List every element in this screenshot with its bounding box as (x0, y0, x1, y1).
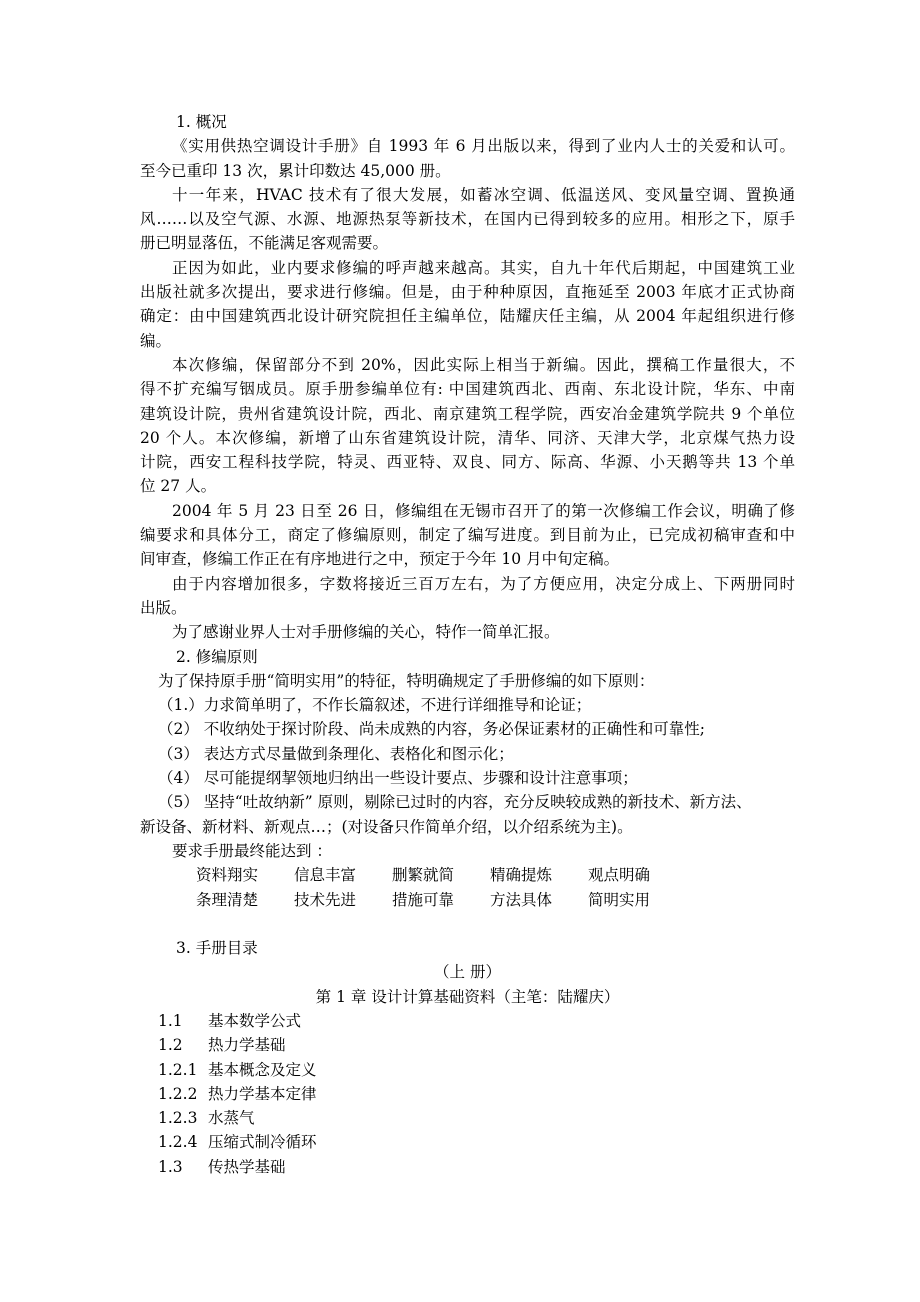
text-line: 册已明显落伍，不能满足客观需要。 (140, 234, 389, 253)
toc-item[interactable] (140, 1033, 795, 1057)
toc-item[interactable] (140, 1106, 795, 1130)
principles-intro: 为了保持原手册“简明实用”的特征，特明确规定了手册修编的如下原则： (158, 671, 655, 690)
text-line: 位 27 人。 (140, 477, 217, 496)
list-item-continuation: 新设备、新材料、新观点…；(对设备只作简单介绍，以介绍系统为主)。 (140, 817, 633, 836)
goal-item: 措施可靠 (392, 890, 455, 909)
text-line: 风……以及空气源、水源、地源热泵等新技术，在国内已得到较多的应用。相形之下，原手 (140, 210, 795, 229)
text-line: 确定：由中国建筑西北设计研究院担任主编单位，陆耀庆任主编，从 2004 年起组织进行修 (140, 307, 795, 326)
toc-number: 1.2.2 (158, 1084, 198, 1103)
toc-number: 1.2.1 (158, 1060, 198, 1079)
section-heading-principles: 2. 修编原则 (176, 647, 258, 666)
list-item: （4） 尽可能提纲挈领地归纳出一些设计要点、步骤和设计注意事项； (158, 769, 638, 788)
toc-title: 热力学基本定律 (208, 1084, 317, 1103)
text-line: 得不扩充编写铟成员。原手册参编单位有: 中国建筑西北、西南、东北设计院，华东、中南 (140, 380, 795, 399)
goal-item: 方法具体 (490, 890, 553, 909)
toc-number: 1.3 (158, 1157, 183, 1176)
document-page (140, 110, 795, 1179)
toc-item[interactable] (140, 1058, 795, 1082)
goals-row (140, 863, 795, 887)
toc-item[interactable] (140, 1082, 795, 1106)
list-item: （2） 不收纳处于探讨阶段、尚未成熟的内容，务必保证素材的正确性和可靠性; (158, 720, 706, 739)
text-line: 20 个人。本次修编，新增了山东省建筑设计院，清华、同济、天津大学，北京煤气热力设 (140, 428, 795, 447)
text-line: 编要求和具体分工，商定了修编原则，制定了编写进度。到目前为止，已完成初稿审查和中 (140, 526, 795, 545)
text-line: 编。 (140, 331, 172, 350)
text-line: 正因为如此，业内要求修编的呼声越来越高。其实，自九十年代后期起，中国建筑工业 (172, 258, 795, 277)
spacer (140, 912, 795, 936)
paragraph (140, 353, 795, 499)
section-heading-overview: 1. 概况 (176, 113, 227, 131)
toc-title: 基本数学公式 (208, 1011, 302, 1030)
goal-item: 删繁就简 (392, 866, 455, 885)
toc-title: 水蒸气 (208, 1109, 255, 1128)
text-line: 建筑设计院，贵州省建筑设计院，西北、南京建筑工程学院，西安冶金建筑学院共 9 个单位 (140, 404, 795, 423)
goals-intro: 要求手册最终能达到 ： (172, 841, 332, 860)
toc-number: 1.2 (158, 1036, 183, 1055)
text-line: 至今已重印 13 次，累计印数达 45,000 册。 (140, 161, 451, 180)
paragraph (140, 499, 795, 572)
goals-row (140, 888, 795, 912)
text-line: 本次修编，保留部分不到 20%，因此实际上相当于新编。因此，撰稿工作量很大，不 (172, 355, 795, 374)
goal-item: 条理清楚 (196, 890, 259, 909)
list-item: （5） 坚持“吐故纳新” 原则，剔除已过时的内容，充分反映较成熟的新技术、新方法、 (158, 793, 752, 812)
toc-title: 基本概念及定义 (208, 1060, 317, 1079)
toc-item[interactable] (140, 1155, 795, 1179)
paragraph (140, 183, 795, 256)
text-line: 《实用供热空调设计手册》自 1993 年 6 月出版以来，得到了业内人士的关爱和认可。 (172, 137, 795, 156)
goal-item: 技术先进 (294, 890, 357, 909)
text-line: 间审查，修编工作正在有序地进行之中，预定于今年 10 月中旬定稿。 (140, 550, 620, 569)
goal-item: 精确提炼 (490, 866, 553, 885)
volume-label: （上 册） (434, 963, 501, 982)
paragraph (140, 134, 795, 183)
section-heading-contents: 3. 手册目录 (176, 939, 258, 958)
goal-item: 信息丰富 (294, 866, 357, 885)
text-line: 计院，西安工程科技学院，特灵、西亚特、双良、同方、际高、华源、小天鹅等共 13 个单 (140, 453, 795, 472)
text-line: 2004 年 5 月 23 日至 26 日，修编组在无锡市召开了的第一次修编工作会议，明确了修 (172, 501, 795, 520)
toc-number: 1.1 (158, 1011, 183, 1030)
text-line: 十一年来，HVAC 技术有了很大发展，如蓄冰空调、低温送风、变风量空调、置换通 (172, 185, 795, 204)
text-line: 出版社就多次提出，要求进行修编。但是，由于种种原因，直拖延至 2003 年底才正式协商 (140, 283, 795, 302)
chapter-title: 第 1 章 设计计算基础资料（主笔：陆耀庆） (315, 987, 620, 1006)
toc-item[interactable] (140, 1130, 795, 1154)
toc-title: 热力学基础 (208, 1036, 286, 1055)
toc-number: 1.2.4 (158, 1133, 198, 1152)
paragraph (140, 256, 795, 353)
toc-title: 传热学基础 (208, 1157, 286, 1176)
text-line: 出版。 (140, 598, 187, 617)
goal-item: 资料翔实 (196, 866, 259, 885)
goal-item: 观点明确 (588, 866, 651, 885)
list-item: （3） 表达方式尽量做到条理化、表格化和图示化； (158, 744, 514, 763)
list-item: （1.）力求简单明了，不作长篇叙述，不进行详细推导和论证； (158, 696, 592, 715)
paragraph (140, 572, 795, 621)
toc-title: 压缩式制冷循环 (208, 1133, 317, 1152)
text-line: 由于内容增加很多，字数将接近三百万左右，为了方便应用，决定分成上、下两册同时 (172, 574, 795, 593)
goal-item: 简明实用 (588, 890, 651, 909)
paragraph: 为了感谢业界人士对手册修编的关心，特作一简单汇报。 (172, 623, 560, 642)
toc-item[interactable] (140, 1009, 795, 1033)
toc-list (140, 1009, 795, 1179)
toc-number: 1.2.3 (158, 1109, 198, 1128)
principles-list (140, 693, 795, 839)
